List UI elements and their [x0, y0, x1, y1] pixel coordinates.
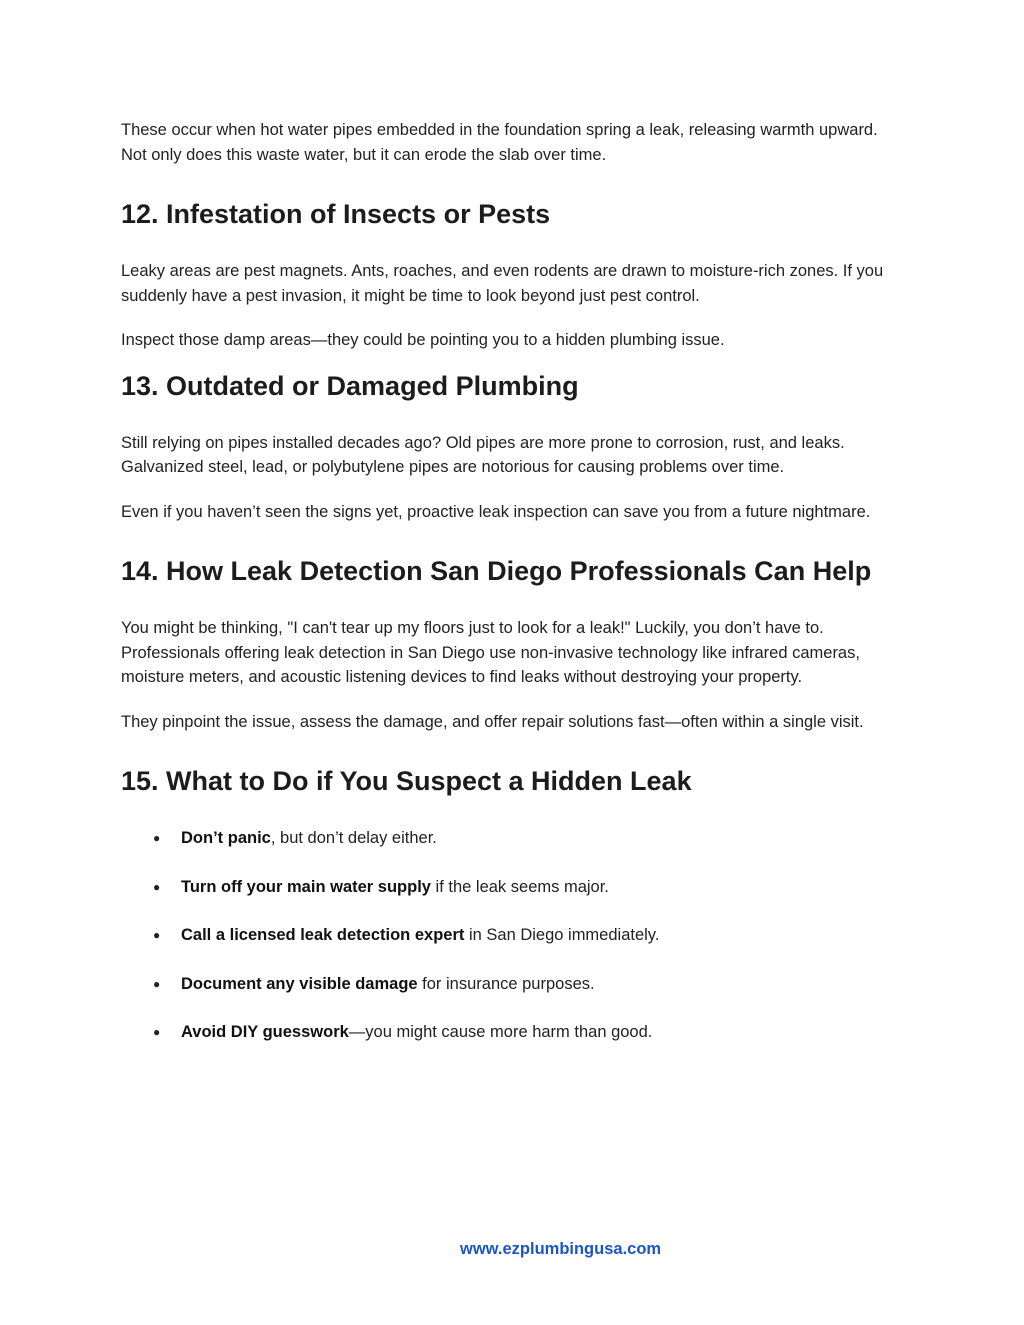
section-15-heading: 15. What to Do if You Suspect a Hidden Leak [121, 766, 692, 796]
section-13-paragraph-1: Still relying on pipes installed decades ago? Old pipes are more prone to corrosion, rust, and leaks. Galvanized steel, lead, or polybutylene pipes are notorious for causing problems over time. [121, 433, 845, 476]
bullet-icon: ● [153, 879, 161, 894]
document-page [121, 118, 901, 1045]
section-12-heading: 12. Infestation of Insects or Pests [121, 199, 551, 229]
section-13-paragraph-2: Even if you haven’t seen the signs yet, proactive leak inspection can save you from a future nightmare. [121, 502, 871, 521]
section-13-heading: 13. Outdated or Damaged Plumbing [121, 370, 579, 401]
list-item-bold: Document any visible damage [181, 974, 418, 993]
section-14-heading: 14. How Leak Detection San Diego Professionals Can Help [121, 556, 872, 586]
list-item-text: —you might cause more harm than good. [348, 1023, 653, 1041]
list-item [121, 826, 901, 851]
section-14-paragraph-2: They pinpoint the issue, assess the damage, and offer repair solutions fast—often within a single visit. [121, 712, 864, 731]
list-item [121, 923, 901, 948]
list-item-text: in San Diego immediately. [464, 926, 660, 944]
list-item-bold: Avoid DIY guesswork [181, 1023, 349, 1041]
list-item-text: for insurance purposes. [417, 974, 595, 993]
section-14-paragraph-1: You might be thinking, "I can't tear up my floors just to look for a leak!" Luckily, you don’t have to. Professionals offering leak detection in San Diego use non-invasive technology like infrared cameras, moisture meters, and acoustic listening devices to find leaks without destroying your property. [121, 619, 860, 686]
intro-paragraph: These occur when hot water pipes embedded in the foundation spring a leak, releasing warmth upward. Not only does this waste water, but it can erode the slab over time. [121, 121, 878, 164]
bullet-icon: ● [153, 928, 161, 942]
section-12-paragraph-2: Inspect those damp areas—they could be pointing you to a hidden plumbing issue. [121, 331, 725, 349]
list-item-text: if the leak seems major. [430, 877, 609, 896]
list-item-bold: Call a licensed leak detection expert [181, 926, 465, 944]
list-item [121, 972, 901, 997]
bullet-icon: ● [153, 976, 161, 991]
list-item [121, 875, 901, 900]
section-12-paragraph-1: Leaky areas are pest magnets. Ants, roaches, and even rodents are drawn to moisture-rich zones. If you suddenly have a pest invasion, it might be time to look beyond just pest control. [121, 262, 884, 305]
action-list [121, 826, 901, 1045]
bullet-icon: ● [153, 831, 161, 845]
list-item-bold: Turn off your main water supply [181, 877, 431, 896]
list-item [121, 1020, 901, 1045]
list-item-bold: Don’t panic [181, 829, 271, 847]
bullet-icon: ● [153, 1025, 161, 1039]
footer-website-link[interactable]: www.ezplumbingusa.com [460, 1240, 662, 1258]
list-item-text: , but don’t delay either. [270, 829, 437, 847]
